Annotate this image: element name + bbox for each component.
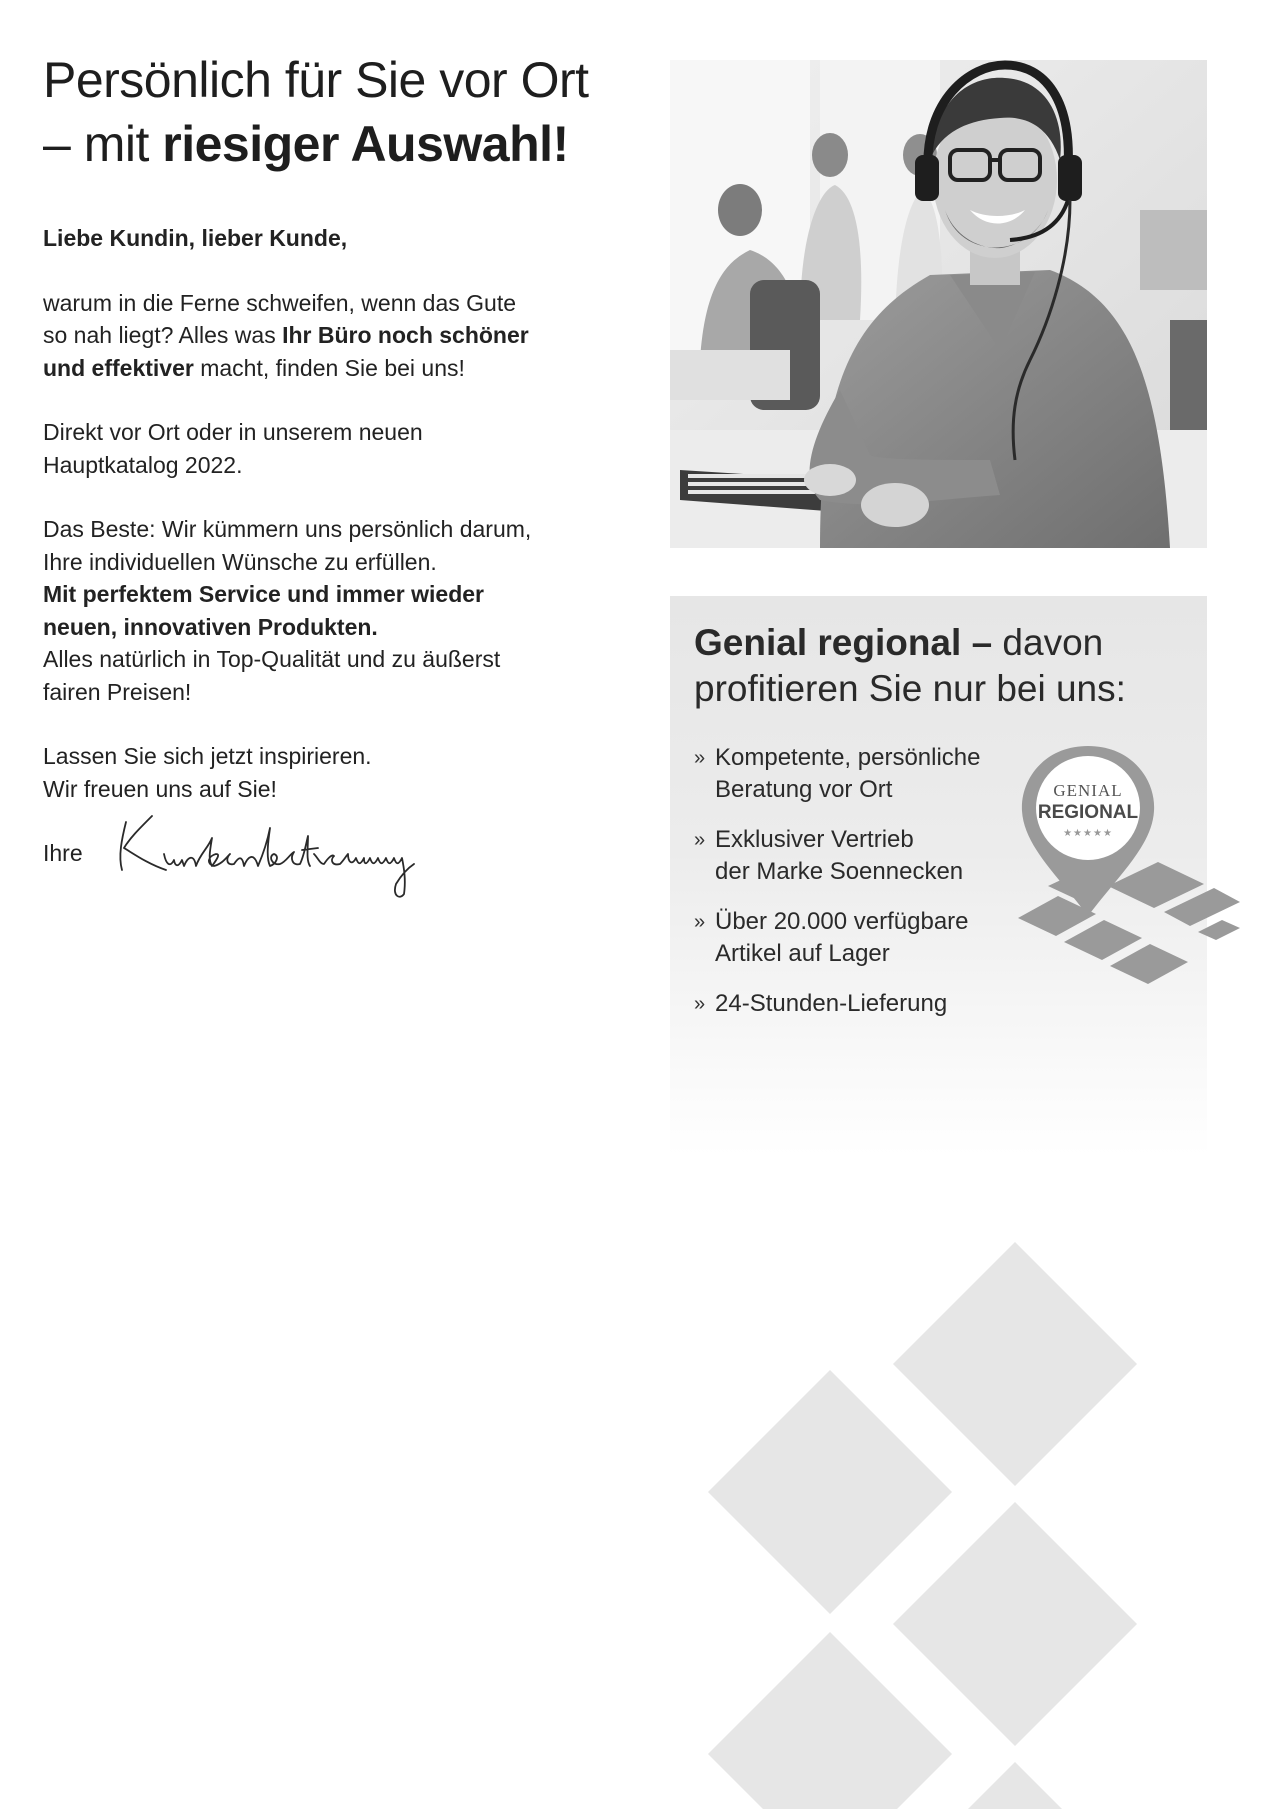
badge-stars: ★★★★★ [1063, 828, 1113, 839]
benefit-line-1: 24-Stunden-Lieferung [715, 990, 948, 1017]
letter-paragraph-3 [43, 513, 623, 708]
p2-line-2: Hauptkatalog 2022. [43, 451, 243, 478]
bullet-icon: » [694, 993, 706, 1015]
p1-line-3 [43, 352, 623, 385]
p1-line-1: warum in die Ferne schweifen, wenn das Gute [43, 289, 517, 316]
p1-line-3-text: macht, finden Sie bei uns! [193, 354, 465, 381]
signature [43, 808, 463, 908]
benefit-item [694, 906, 1024, 970]
handwritten-signature [108, 808, 438, 903]
p3-line-2: Ihre individuellen Wünsche zu erfüllen. [43, 548, 437, 575]
badge-top-text: GENIAL [1053, 781, 1123, 800]
salutation: Liebe Kundin, lieber Kunde, [43, 225, 348, 251]
regional-title-line-2: profitieren Sie nur bei uns: [694, 668, 1126, 709]
hero-photo [670, 60, 1207, 548]
headline-line-1: Persönlich für Sie vor Ort [43, 52, 589, 108]
letter-body [43, 222, 623, 837]
bullet-icon: » [694, 829, 706, 851]
benefit-line-2: Artikel auf Lager [715, 940, 890, 967]
headline-line-2 [43, 112, 663, 176]
benefit-item [694, 742, 1024, 806]
benefit-line-2: Beratung vor Ort [715, 776, 893, 803]
p1-line-2-text: so nah liegt? Alles was [43, 322, 283, 348]
letter-paragraph-4 [43, 740, 623, 805]
p1-bold-1: Ihr Büro noch schöner [282, 322, 529, 348]
benefit-line-1: Über 20.000 verfügbare [715, 908, 969, 935]
p4-line-1: Lassen Sie sich jetzt inspirieren. [43, 743, 372, 769]
bullet-icon: » [694, 747, 706, 769]
p4-line-2: Wir freuen uns auf Sie! [43, 775, 277, 802]
headline-emphasis: riesiger Auswahl! [162, 116, 569, 172]
benefit-line-1: Exklusiver Vertrieb [715, 826, 914, 853]
regional-title-rest: davon [992, 622, 1104, 663]
decorative-diamonds [700, 1200, 1279, 1809]
benefit-item [694, 988, 1024, 1020]
bullet-icon: » [694, 911, 706, 933]
diamond-shape [893, 1502, 1137, 1746]
signature-prefix: Ihre [43, 840, 83, 866]
p3-line-4: fairen Preisen! [43, 678, 192, 705]
p3-line-1: Das Beste: Wir kümmern uns persönlich darum, [43, 516, 532, 542]
p1-line-2 [43, 319, 623, 352]
p3-line-3: Alles natürlich in Top-Qualität und zu äußerst [43, 646, 501, 672]
letter-paragraph-2 [43, 416, 623, 481]
p3-bold-2: neuen, innovativen Produkten. [43, 613, 378, 640]
diamond-shape [708, 1632, 952, 1809]
genial-regional-badge-icon [1008, 736, 1248, 1006]
benefits-list [694, 742, 1024, 1038]
call-center-agent-illustration [670, 60, 1207, 548]
badge-main-text: REGIONAL [1037, 802, 1139, 823]
benefit-item [694, 824, 1024, 888]
p3-bold-1: Mit perfektem Service und immer wieder [43, 581, 484, 607]
diamond-shape [893, 1242, 1137, 1486]
benefit-line-2: der Marke Soennecken [715, 858, 964, 885]
genial-regional-box [670, 596, 1207, 1156]
benefit-line-1: Kompetente, persönliche [715, 744, 981, 771]
diamond-shape [708, 1370, 952, 1614]
p2-line-1: Direkt vor Ort oder in unserem neuen [43, 419, 423, 445]
headline [43, 48, 663, 176]
regional-title [694, 620, 1174, 712]
headline-dash: – mit [43, 116, 163, 172]
p1-bold-2: und effektiver [43, 354, 194, 381]
letter-paragraph-1 [43, 287, 623, 385]
regional-title-bold: Genial regional – [694, 622, 993, 663]
